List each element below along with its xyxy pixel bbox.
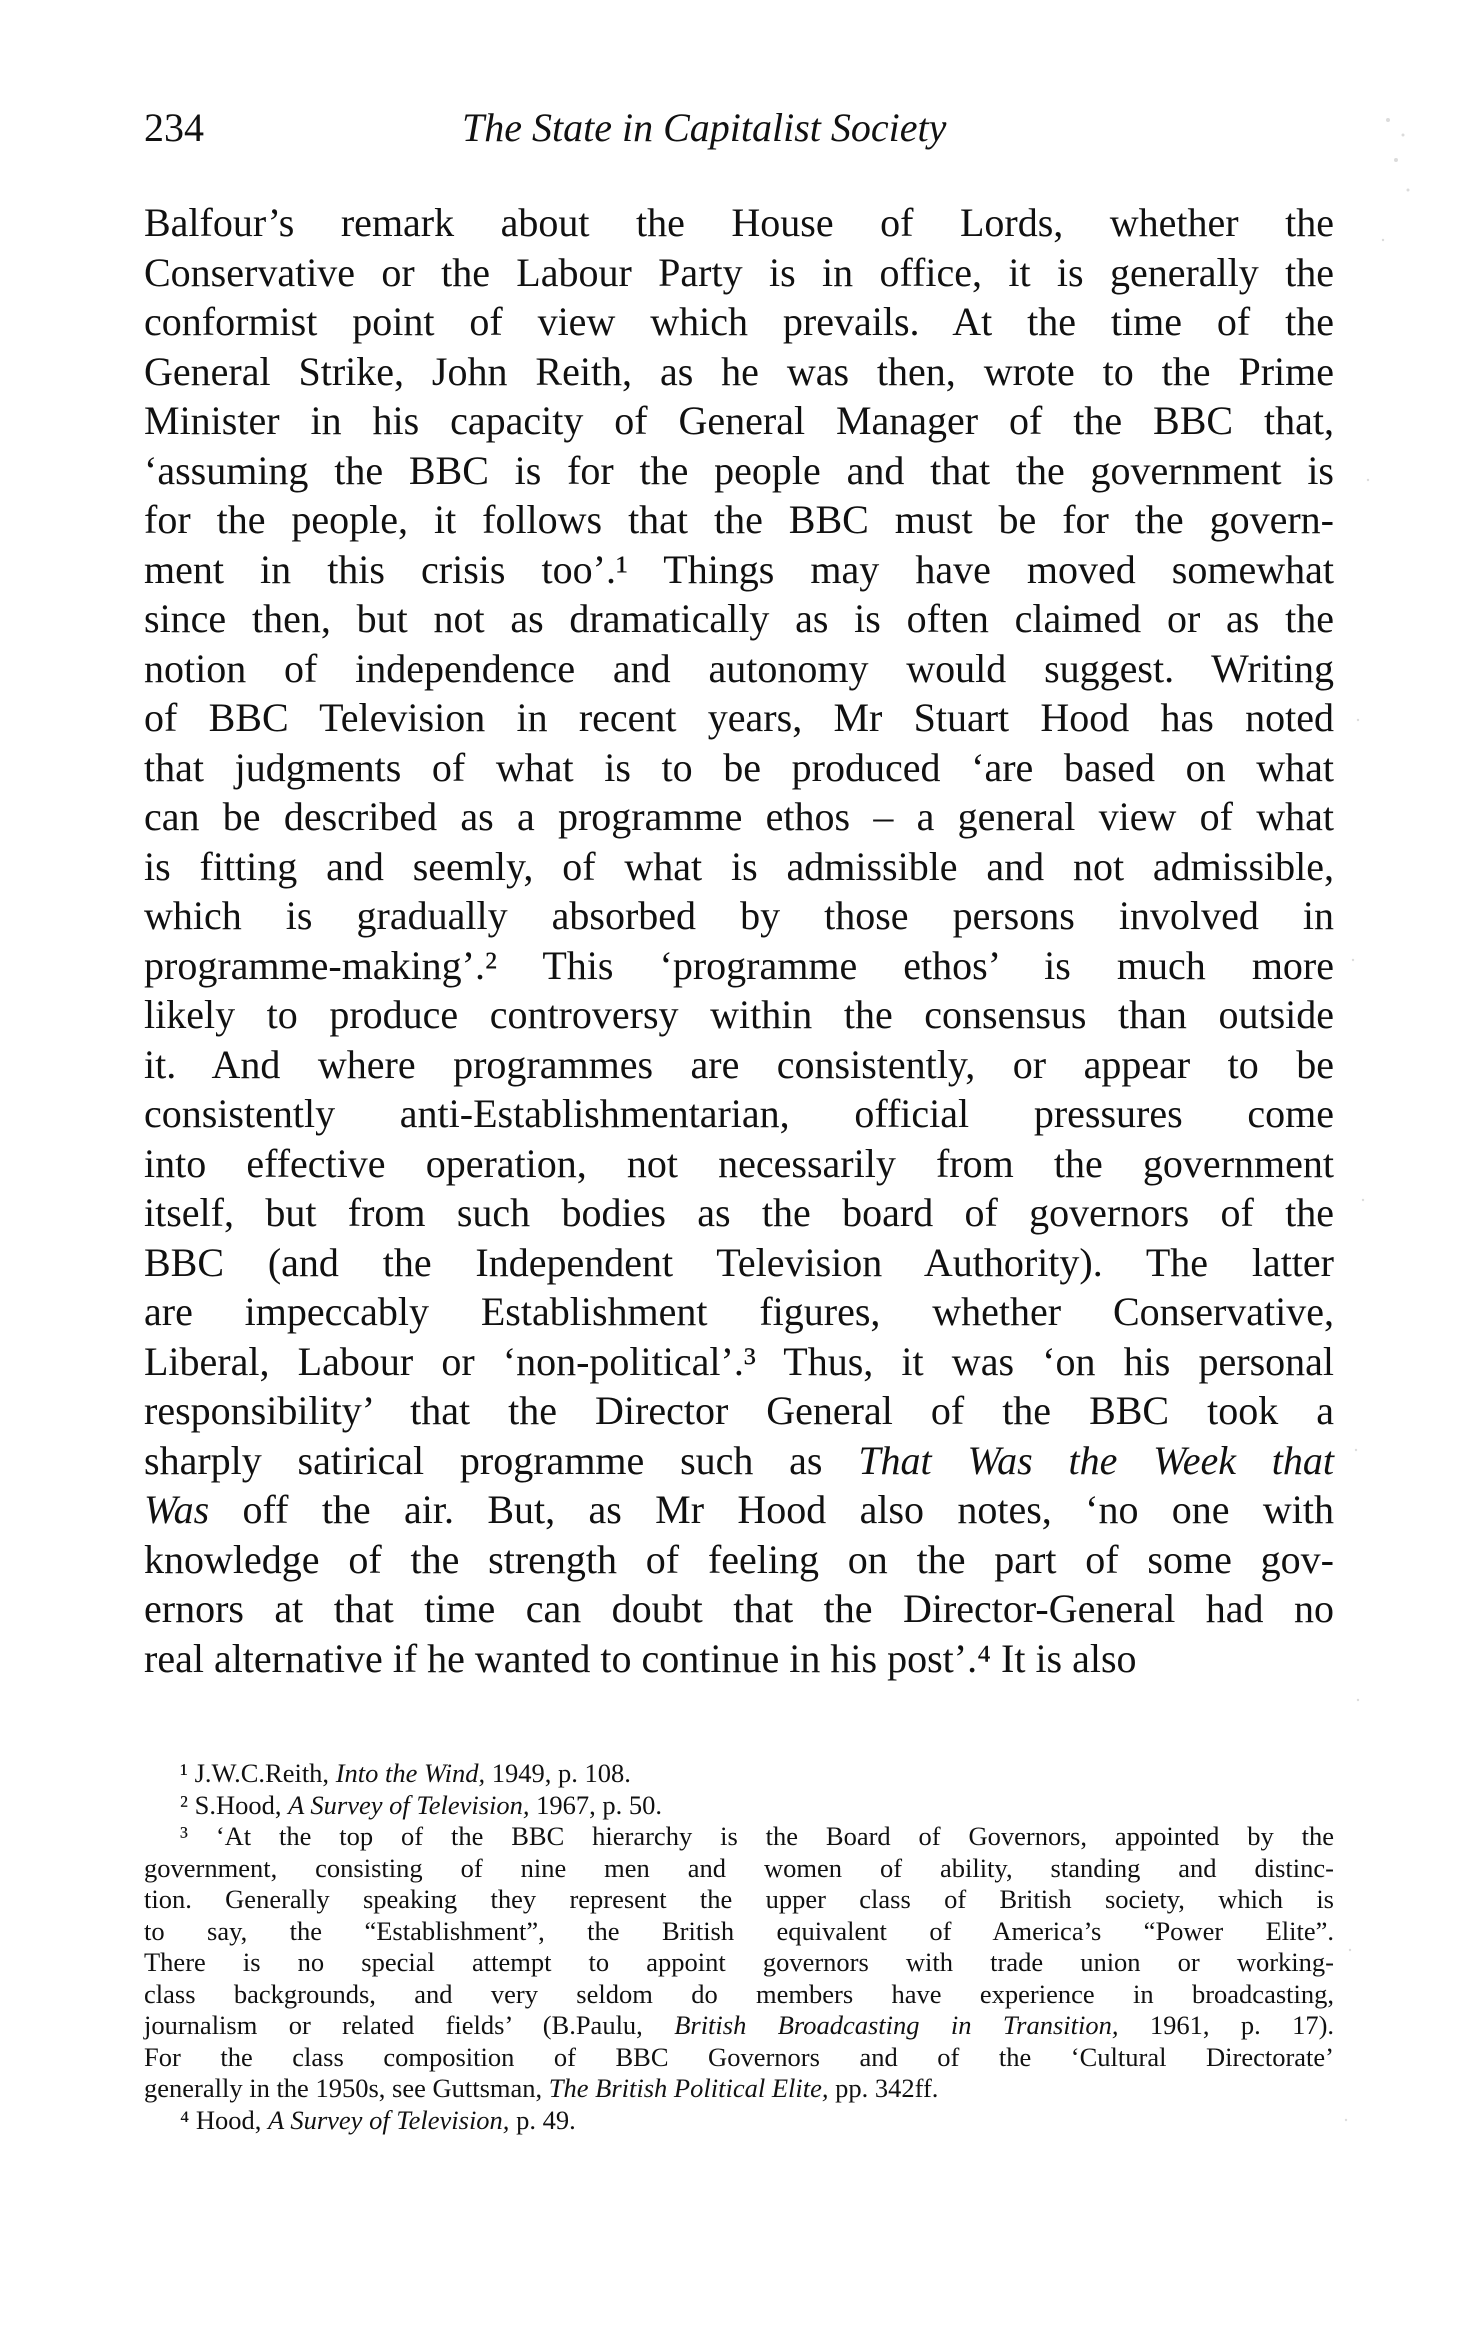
- body-line: ‘assuming the BBC is for the people and that the government is: [144, 447, 1334, 493]
- footnote-3-line: generally in the 1950s, see Guttsman, The British Political Elite, pp. 342ff.: [144, 2073, 939, 2103]
- body-line: into effective operation, not necessarily from the government: [144, 1140, 1334, 1186]
- cited-title: Into the Wind,: [335, 1758, 486, 1788]
- footnote-2: ² S.Hood, A Survey of Television, 1967, p. 50.: [180, 1789, 663, 1820]
- body-line: that judgments of what is to be produced ‘are based on what: [144, 744, 1334, 790]
- body-line: Minister in his capacity of General Manager of the BBC that,: [144, 398, 1334, 443]
- body-line: ment in this crisis too’.¹ Things may have moved somewhat: [144, 546, 1334, 592]
- running-title: The State in Capitalist Society: [462, 105, 947, 150]
- body-line-text: sharply satirical programme such as: [144, 1437, 823, 1483]
- footnote-mark: ⁴: [180, 2104, 190, 2135]
- cited-title: A Survey of Television,: [268, 2104, 510, 2135]
- footnote-3-line: There is no special attempt to appoint governors with trade union or working-: [144, 1947, 1334, 1977]
- footnote-3-line: tion. Generally speaking they represent the upper class of British society, which is: [144, 1884, 1334, 1914]
- footnote-3-line: journalism or related fields’ (B.Paulu, British Broadcasting in Transition, 1961, p. 17).: [144, 2010, 1335, 2040]
- body-line: consistently anti-Establishmentarian, official pressures come: [144, 1091, 1334, 1136]
- programme-title-end: Was: [144, 1487, 210, 1532]
- body-line: of BBC Television in recent years, Mr Stuart Hood has noted: [144, 695, 1334, 740]
- body-line: BBC (and the Independent Television Authority). The latter: [144, 1239, 1334, 1285]
- body-line: programme-making’.² This ‘programme ethos’ is much more: [144, 942, 1334, 988]
- scan-noise: [1328, 100, 1478, 2250]
- footnote-3-line: class backgrounds, and very seldom do members have experience in broadcasting,: [144, 1978, 1334, 2009]
- body-line: [144, 1436, 1334, 1486]
- body-line: likely to produce controversy within the consensus than outside: [144, 992, 1334, 1037]
- body-line: knowledge of the strength of feeling on the part of some gov-: [144, 1536, 1334, 1582]
- footnote-1: ¹ J.W.C.Reith, Into the Wind, 1949, p. 108.: [180, 1758, 631, 1788]
- body-line: is fitting and seemly, of what is admissible and not admissible,: [144, 843, 1334, 889]
- footnote-mark: ²: [180, 1789, 188, 1820]
- body-line: it. And where programmes are consistently, or appear to be: [144, 1041, 1334, 1087]
- body-line: which is gradually absorbed by those persons involved in: [144, 893, 1334, 938]
- footnotes: [144, 1758, 1334, 2136]
- body-line: are impeccably Establishment figures, whether Conservative,: [144, 1289, 1334, 1334]
- footnote-3-line: government, consisting of nine men and women of ability, standing and distinc-: [144, 1852, 1334, 1883]
- body-line: can be described as a programme ethos – a general view of what: [144, 794, 1334, 839]
- footnote-4: ⁴ Hood, A Survey of Television, p. 49.: [180, 2104, 576, 2135]
- running-head: [144, 104, 1344, 154]
- body-line: ernors at that time can doubt that the Director-General had no: [144, 1586, 1334, 1631]
- body-line: real alternative if he wanted to continue in his post’.⁴ It is also: [144, 1635, 1137, 1681]
- body-line: itself, but from such bodies as the board of governors of the: [144, 1190, 1334, 1235]
- body-text: [144, 198, 1334, 1683]
- footnote-3-line: ³ ‘At the top of the BBC hierarchy is the Board of Governors, appointed by the: [180, 1821, 1334, 1851]
- footnote-3-line: to say, the “Establishment”, the British equivalent of America’s “Power Elite”.: [144, 1915, 1334, 1946]
- programme-title: That Was the Week that: [858, 1437, 1335, 1483]
- cited-title: The British Political Elite,: [548, 2073, 829, 2103]
- body-line: notion of independence and autonomy would suggest. Writing: [144, 645, 1334, 691]
- cited-title: British Broadcasting in Transition,: [674, 2010, 1119, 2040]
- body-line: conformist point of view which prevails. At the time of the: [144, 299, 1334, 344]
- body-line: Conservative or the Labour Party is in office, it is generally the: [144, 249, 1334, 295]
- footnote-mark: ¹: [180, 1758, 188, 1788]
- body-line: for the people, it follows that the BBC must be for the govern-: [144, 497, 1334, 542]
- body-line: Liberal, Labour or ‘non-political’.³ Thus, it was ‘on his personal: [144, 1338, 1334, 1384]
- body-line-text: off the air. But, as Mr Hood also notes, ‘no one with: [209, 1487, 1334, 1532]
- body-line: General Strike, John Reith, as he was then, wrote to the Prime: [144, 348, 1334, 394]
- footnote-3-line: For the class composition of BBC Governors and of the ‘Cultural Directorate’: [144, 2041, 1334, 2072]
- body-line: [144, 1485, 1334, 1535]
- body-line: Balfour’s remark about the House of Lords, whether the: [144, 200, 1334, 245]
- cited-title: A Survey of Television,: [288, 1789, 530, 1820]
- body-line: since then, but not as dramatically as is often claimed or as the: [144, 596, 1334, 641]
- page-number: 234: [144, 105, 204, 150]
- body-line: responsibility’ that the Director General of the BBC took a: [144, 1388, 1334, 1433]
